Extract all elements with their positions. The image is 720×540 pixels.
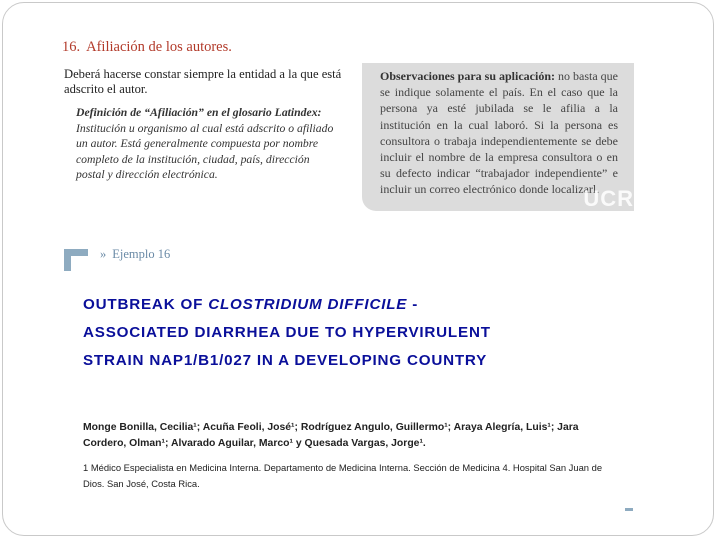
example-label-text: Ejemplo 16 [112, 247, 171, 261]
section-heading [62, 39, 232, 56]
paper-title [83, 291, 491, 375]
paper-title-line-3: STRAIN NAP1/B1/027 IN A DEVELOPING COUNTRY [83, 352, 488, 369]
paper-title-line-1: OUTBREAK OF CLOSTRIDIUM DIFFICILE - [83, 296, 419, 313]
paper-authors: Monge Bonilla, Cecilia¹; Acuña Feoli, José¹; Rodríguez Angulo, Guillermo¹; Araya Alegría, Luis¹; Jara Cordero, Olman¹; Alvarado Aguilar, Marco¹ y Quesada Vargas, Jorge¹. [83, 422, 579, 449]
definition-body: Institución u organismo al cual está adscrito o afiliado un autor. Está generalmente compuesta por nombre completo de la institución, ciudad, país, dirección postal y dirección electrónica. [76, 121, 334, 181]
definition-term: Definición de “Afiliación” en el glosario Latindex: [76, 106, 322, 119]
paper-title-line-2: ASSOCIATED DIARRHEA DUE TO HYPERVIRULENT [83, 324, 491, 341]
intro-text: Deberá hacerse constar siempre la entidad a la que está adscrito el autor. [64, 67, 342, 96]
observations-box [362, 63, 634, 211]
section-number: 16. [62, 39, 81, 55]
paper-affiliation: 1 Médico Especialista en Medicina Interna. Departamento de Medicina Interna. Sección de Medicina 4. Hospital San Juan de Dios. San José, Costa Rica. [83, 462, 603, 489]
section-title: Afiliación de los autores. [86, 39, 232, 55]
corner-bracket-icon [64, 249, 88, 271]
example-label [100, 247, 170, 262]
organism-name: CLOSTRIDIUM DIFFICILE [208, 296, 408, 313]
end-marker [625, 508, 633, 511]
chevron-right-icon: » [100, 247, 107, 261]
observations-body: no basta que se indique solamente el país. En el caso que la persona ya esté jubilada se le afilia a la institución en la cual laboró. Si la persona es consultora o trabaja independientemente se debe incluir el nombre de la empresa consultora o en su defecto indicar “trabajador independiente” e incluir un correo electrónico donde localizarl. [380, 69, 618, 197]
ucr-watermark: UCR [583, 186, 634, 211]
definition-block [76, 105, 338, 183]
observations-title: Observaciones para su aplicación: [380, 69, 556, 83]
